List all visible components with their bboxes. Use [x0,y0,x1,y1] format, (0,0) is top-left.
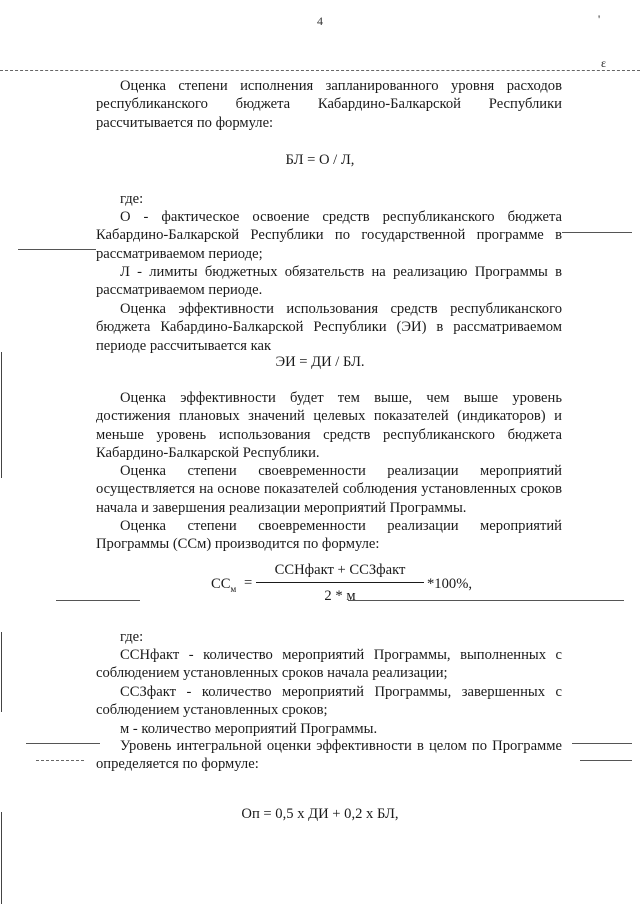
scan-line-left [26,743,100,744]
definition-ssn: ССНфакт - количество мероприятий Программы, выполненных с соблюдением установленных сроков начала реализации; [96,647,562,682]
formula-ssm-denominator: 2 * м [324,588,356,604]
page-number: 4 [317,14,323,28]
scan-edge [1,812,2,904]
paragraph-integral: Уровень интегральной оценки эффективности в целом по Программе определяется по формуле: [96,738,562,773]
formula-ssm-equals: = [244,575,253,591]
scan-line-right [580,760,632,761]
scan-line-right [572,743,632,744]
scan-edge [1,632,2,712]
definition-l: Л - лимиты бюджетных обязательств на реализацию Программы в рассматриваемом периоде. [96,264,562,299]
scan-line-left [56,600,140,601]
paragraph-timeliness-formula: Оценка степени своевременности реализации мероприятий Программы (ССм) производится по формуле: [96,518,562,553]
paragraph-expense-level: Оценка степени исполнения запланированного уровня расходов республиканского бюджета Кабардино-Балкарской Республики рассчитывается по формуле: [96,78,562,131]
formula-ssm-numerator: ССНфакт + ССЗфакт [274,562,406,578]
fraction-bar [256,582,424,583]
where-label: где: [120,191,144,207]
formula-ssm [200,562,490,608]
formula-ei: ЭИ = ДИ / БЛ. [275,354,365,370]
formula-bl: БЛ = О / Л, [285,152,355,168]
definition-o: О - фактическое освоение средств республиканского бюджета Кабардино-Балкарской Республики по государственной программе в рассматриваемом периоде; [96,209,562,262]
where-label: где: [120,629,144,645]
formula-op: Оп = 0,5 х ДИ + 0,2 х БЛ, [241,806,399,822]
scan-line-left [18,249,96,250]
paragraph-efficiency-higher: Оценка эффективности будет тем выше, чем выше уровень достижения плановых значений целевых показателей (индикаторов) и меньше уровень использования средств республиканского бюджета Кабардино-Балкарской Республики. [96,390,562,462]
scan-fold-line [0,70,640,71]
definition-m: м - количество мероприятий Программы. [120,721,378,737]
formula-ssm-tail: *100%, [427,576,472,592]
scan-mark-corner: ɛ [601,56,607,70]
scan-dash-left [36,760,84,761]
scan-mark-top-right: ' [598,12,601,26]
paragraph-efficiency: Оценка эффективности использования средств республиканского бюджета Кабардино-Балкарской Республики (ЭИ) в рассматриваемом периоде рассчитывается как [96,301,562,354]
paragraph-timeliness: Оценка степени своевременности реализации мероприятий осуществляется на основе показателей соблюдения установленных сроков начала и завершения реализации мероприятий Программы. [96,463,562,516]
scan-line-right [562,232,632,233]
formula-ssm-lhs: $СС_м$ [211,576,237,594]
definition-ssz: ССЗфакт - количество мероприятий Программы, завершенных с соблюдением установленных сроков; [96,684,562,719]
